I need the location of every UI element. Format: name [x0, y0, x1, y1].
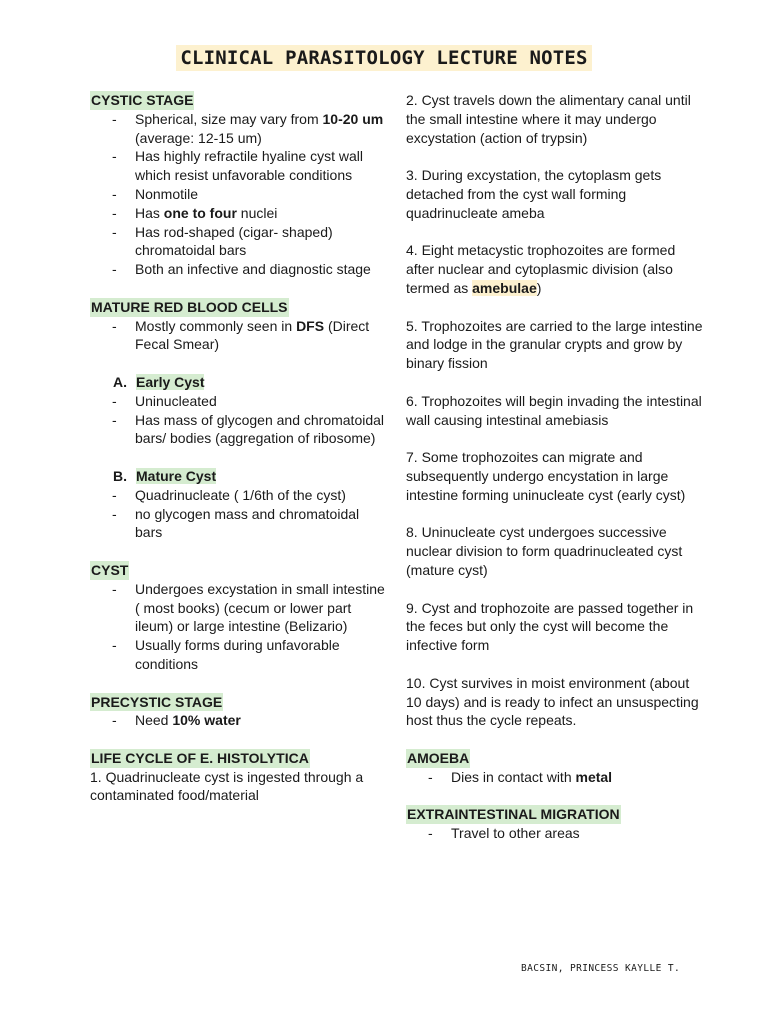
list-item: - Travel to other areas	[451, 824, 706, 843]
page-title-wrap	[0, 47, 768, 69]
life-cycle-step: 4. Eight metacystic trophozoites are formed after nuclear and cytoplasmic division (also termed as amebulae)	[406, 242, 676, 296]
subheading-mature-cyst: B. Mature Cyst	[113, 467, 217, 484]
section-cystic-stage	[90, 91, 385, 279]
list-item: - Spherical, size may vary from 10-20 um (average: 12-15 um)	[135, 110, 385, 148]
section-extraintestinal	[406, 805, 706, 843]
bullet-list	[90, 580, 385, 674]
page-title: CLINICAL PARASITOLOGY LECTURE NOTES	[176, 45, 591, 71]
list-item: - Quadrinucleate ( 1/6th of the cyst)	[135, 486, 385, 505]
list-item: - Has highly refractile hyaline cyst wall which resist unfavorable conditions	[135, 147, 385, 185]
list-item: - Undergoes excystation in small intestine ( most books) (cecum or lower part ileum) or large intestine (Belizario)	[135, 580, 385, 636]
author-footer: BACSIN, PRINCESS KAYLLE T.	[521, 963, 681, 974]
list-item: - Both an infective and diagnostic stage	[135, 260, 385, 279]
section-heading: PRECYSTIC STAGE	[91, 693, 223, 710]
list-item: - Has one to four nuclei	[135, 204, 385, 223]
life-cycle-step: 6. Trophozoites will begin invading the intestinal wall causing intestinal amebiasis	[406, 392, 702, 428]
list-item: - Need 10% water	[135, 711, 385, 730]
section-mature-rbc	[90, 298, 385, 542]
left-column	[90, 91, 385, 805]
section-precystic	[90, 693, 385, 731]
section-cyst	[90, 561, 385, 674]
section-heading: EXTRAINTESTINAL MIGRATION	[407, 806, 620, 823]
subheading-early-cyst: A. Early Cyst	[113, 373, 205, 390]
bullet-list	[90, 317, 385, 355]
section-heading: MATURE RED BLOOD CELLS	[91, 298, 288, 315]
bullet-list	[90, 110, 385, 279]
list-item: - Uninucleated	[135, 392, 385, 411]
life-cycle-step: 9. Cyst and trophozoite are passed together in the feces but only the cyst will become the infective form	[406, 599, 694, 654]
section-heading: AMOEBA	[407, 749, 470, 766]
list-item: - no glycogen mass and chromatoidal bars	[135, 505, 385, 543]
section-life-cycle	[90, 749, 385, 805]
list-item: - Has rod-shaped (cigar- shaped) chromatoidal bars	[135, 223, 385, 261]
life-cycle-step: 2. Cyst travels down the alimentary canal until the small intestine where it may undergo excystation (action of trypsin)	[406, 92, 691, 146]
bullet-list	[406, 824, 706, 843]
life-cycle-step: 1. Quadrinucleate cyst is ingested through a contaminated food/material	[90, 768, 364, 804]
highlighted-term: amebulae	[472, 279, 537, 296]
bullet-list	[90, 392, 385, 448]
right-column	[406, 91, 706, 843]
list-item: - Has mass of glycogen and chromatoidal bars/ bodies (aggregation of ribosome)	[135, 411, 385, 449]
section-heading: LIFE CYCLE OF E. HISTOLYTICA	[91, 749, 309, 766]
list-item: - Usually forms during unfavorable conditions	[135, 636, 385, 674]
life-cycle-step: 3. During excystation, the cytoplasm gets detached from the cyst wall forming quadrinucleate ameba	[406, 167, 662, 221]
life-cycle-step: 5. Trophozoites are carried to the large intestine and lodge in the granular crypts and grow by binary fission	[406, 317, 703, 372]
list-item: - Mostly commonly seen in DFS (Direct Fecal Smear)	[135, 317, 385, 355]
bullet-list	[90, 486, 385, 542]
section-heading: CYST	[91, 561, 129, 578]
life-cycle-step: 10. Cyst survives in moist environment (about 10 days) and is ready to infect an unsuspecting host thus the cycle repeats.	[406, 674, 699, 729]
list-item: - Dies in contact with metal	[451, 768, 706, 787]
life-cycle-step: 7. Some trophozoites can migrate and subsequently undergo encystation in large intestine forming uninucleate cyst (early cyst)	[406, 449, 686, 503]
bullet-list	[406, 768, 706, 787]
list-item: - Nonmotile	[135, 185, 385, 204]
bullet-list	[90, 711, 385, 730]
section-heading: CYSTIC STAGE	[91, 92, 194, 108]
section-amoeba	[406, 749, 706, 787]
life-cycle-step: 8. Uninucleate cyst undergoes successive nuclear division to form quadrinucleated cyst (mature cyst)	[406, 524, 683, 578]
